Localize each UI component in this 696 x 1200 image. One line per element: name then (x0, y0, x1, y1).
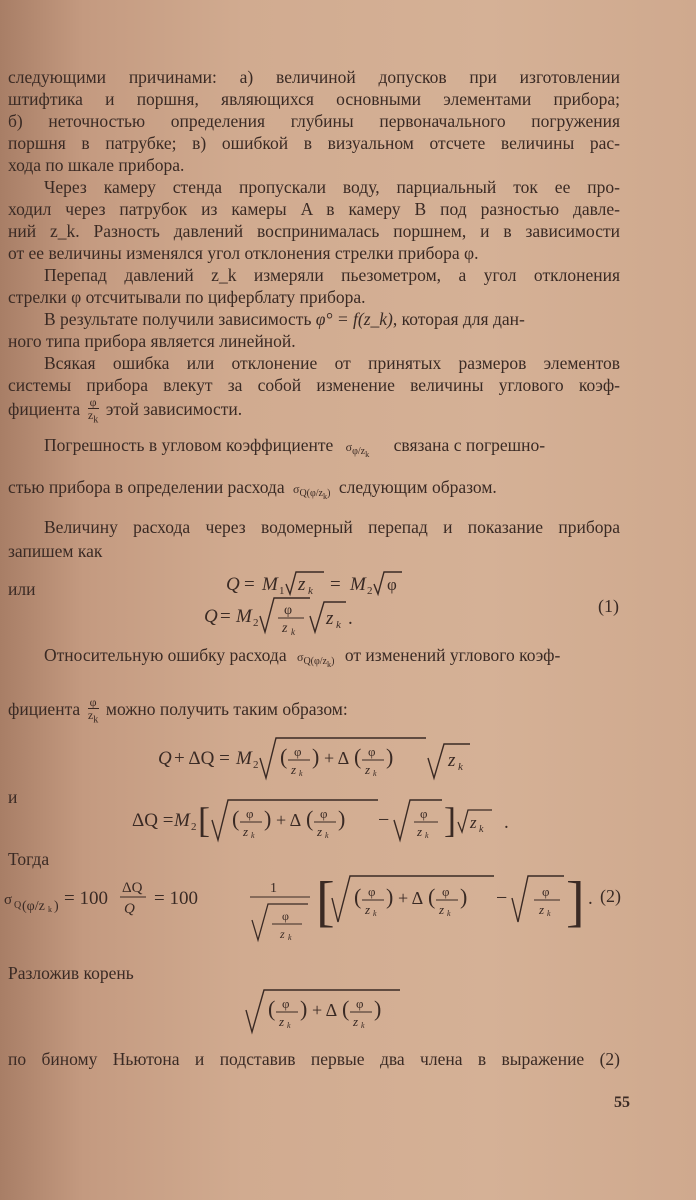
equation-number: (2) (600, 886, 621, 906)
svg-text:=: = (244, 574, 255, 595)
svg-text:k: k (479, 824, 484, 835)
svg-text:+ Δ: + Δ (276, 810, 302, 830)
svg-text:z: z (439, 902, 445, 917)
svg-text:φ: φ (356, 996, 364, 1011)
svg-text:): ) (264, 806, 272, 831)
svg-text:2: 2 (367, 585, 373, 597)
svg-text:k: k (287, 1021, 291, 1030)
svg-text:z: z (326, 608, 334, 629)
svg-text:): ) (386, 744, 394, 769)
svg-text:M: M (174, 810, 190, 831)
text-line (8, 644, 620, 676)
text-line: Через камеру стенда пропускали воду, парциальный ток ее про- (44, 177, 620, 197)
svg-text:M: M (236, 748, 252, 769)
svg-text:−: − (496, 887, 508, 909)
svg-text:[: [ (316, 871, 335, 933)
svg-text:ΔQ =: ΔQ = (132, 810, 174, 831)
svg-text:z: z (448, 750, 456, 771)
equation-number: (1) (598, 596, 619, 616)
fraction-phi-zk: $\frac{\varphi}{z_k}$ (87, 695, 99, 726)
text-line (8, 308, 620, 330)
svg-text:): ) (312, 744, 320, 769)
svg-text:): ) (54, 899, 59, 914)
equation-dq (132, 796, 532, 846)
text-fragment: Погрешность в угловом коэффициенте (44, 435, 334, 455)
svg-text:= 100: = 100 (154, 888, 198, 909)
svg-text:.: . (504, 812, 509, 833)
svg-text:M: M (236, 606, 252, 627)
svg-text:(φ/z: (φ/z (22, 899, 45, 914)
svg-text:z: z (539, 902, 545, 917)
svg-text:k: k (373, 909, 377, 918)
text-fragment: этой зависимости. (105, 399, 243, 420)
svg-text:): ) (460, 884, 468, 909)
svg-text:k: k (48, 905, 52, 914)
inline-formula: $\sigma_{\varphi/z_k}$ (345, 440, 370, 460)
text-fragment: стью прибора в определении расхода (8, 477, 285, 497)
svg-text:z: z (417, 824, 423, 839)
text-line: следующими причинами: а) величиной допусков при изготовлении (8, 67, 620, 87)
svg-text:2: 2 (253, 617, 259, 629)
svg-text:k: k (288, 933, 292, 942)
svg-text:−: − (378, 809, 390, 831)
svg-text:1: 1 (270, 881, 277, 896)
svg-text:): ) (386, 884, 394, 909)
svg-text:k: k (425, 831, 429, 840)
svg-text:k: k (336, 619, 341, 631)
svg-text:ΔQ: ΔQ (122, 880, 143, 896)
inline-formula: $\sigma_{Q(\varphi/z_k)}$ (296, 650, 335, 670)
svg-text:(: ( (428, 884, 436, 909)
svg-text:+ Δ: + Δ (398, 888, 424, 908)
text-line: штифтика и поршня, являющихся основными элементами прибора; (8, 89, 620, 109)
text-line: Всякая ошибка или отклонение от принятых размеров элементов (44, 353, 620, 373)
svg-text:Q: Q (204, 606, 218, 627)
text-line (8, 434, 620, 466)
svg-text:): ) (338, 806, 346, 831)
text-line: системы прибора влекут за собой изменение величины углового коэф- (8, 375, 620, 395)
text-line: ходил через патрубок из камеры A в камеру B под разностью давле- (8, 199, 620, 219)
svg-text:): ) (300, 996, 308, 1021)
svg-text:z: z (353, 1014, 359, 1029)
svg-text:φ: φ (442, 884, 450, 899)
svg-text:σ: σ (4, 892, 13, 908)
svg-text:z: z (279, 1014, 285, 1029)
svg-text:φ: φ (294, 744, 302, 759)
text-line: ний z_k. Разность давлений воспринималась поршнем, и в зависимости (8, 221, 620, 241)
svg-text:k: k (361, 1021, 365, 1030)
svg-text:φ: φ (282, 996, 290, 1011)
svg-text:Q: Q (226, 574, 240, 595)
svg-text:.: . (588, 888, 593, 909)
svg-text:k: k (299, 769, 303, 778)
svg-text:.: . (348, 608, 353, 629)
equation-1 (204, 594, 404, 642)
svg-text:(: ( (232, 806, 240, 831)
text-line: или (8, 579, 36, 599)
svg-text:Q: Q (158, 748, 172, 769)
text-line: поршня в патрубке; в) ошибкой в визуальном отсчете величины рас- (8, 133, 620, 153)
svg-text:k: k (251, 831, 255, 840)
svg-text:φ: φ (320, 806, 328, 821)
text-fragment: следующим образом. (338, 477, 497, 497)
svg-text:z: z (365, 762, 371, 777)
svg-text:+ ΔQ =: + ΔQ = (174, 748, 230, 769)
text-fragment: связана с погрешно- (393, 435, 546, 455)
svg-text:φ: φ (246, 806, 254, 821)
svg-text:(: ( (280, 744, 288, 769)
svg-text:2: 2 (191, 821, 197, 833)
text-line: хода по шкале прибора. (8, 155, 185, 175)
svg-text:k: k (325, 831, 329, 840)
equation-2 (4, 864, 604, 946)
text-line: ного типа прибора является линейной. (8, 331, 296, 351)
svg-text:k: k (373, 769, 377, 778)
svg-text:Q: Q (124, 901, 135, 917)
svg-text:(: ( (268, 996, 276, 1021)
text-line: запишем как (8, 541, 103, 561)
fraction-phi-zk: $\frac{\varphi}{z_k}$ (87, 395, 99, 426)
svg-text:Q: Q (14, 900, 22, 911)
svg-text:]: ] (566, 871, 585, 933)
text-line: Разложив корень (8, 963, 134, 983)
svg-text:φ: φ (387, 575, 397, 594)
equation-q-plus-dq (158, 734, 508, 784)
text-fragment: фициента (8, 699, 81, 720)
text-fragment: Относительную ошибку расхода (44, 645, 287, 665)
inline-formula: φ° = f(z_k) (315, 309, 393, 329)
text-line (8, 476, 620, 508)
text-line: Перепад давлений z_k измеряли пьезометром, а угол отклонения (44, 265, 620, 285)
svg-text:z: z (282, 621, 288, 636)
inline-formula: $\sigma_{Q(\varphi/z_k)}$ (292, 482, 331, 502)
svg-text:z: z (298, 574, 306, 595)
svg-text:φ: φ (368, 744, 376, 759)
text-line: Величину расхода через водомерный перепад и показание прибора (44, 517, 620, 537)
text-line: по биному Ньютона и подставив первые два члена в выражение (2) (8, 1049, 620, 1069)
text-line: б) неточностью определения глубины первоначального погружения (8, 111, 620, 131)
text-line: и (8, 787, 18, 807)
text-line (8, 396, 620, 426)
svg-text:(: ( (354, 884, 362, 909)
text-line: от ее величины изменялся угол отклонения стрелки прибора φ. (8, 243, 479, 263)
svg-text:z: z (291, 762, 297, 777)
svg-text:M: M (262, 574, 278, 595)
text-fragment: , которая для дан- (392, 309, 525, 329)
svg-text:φ: φ (542, 884, 550, 899)
text-fragment: от изменений углового коэф- (344, 645, 561, 665)
svg-text:(: ( (342, 996, 350, 1021)
svg-text:[: [ (198, 800, 210, 840)
svg-text:]: ] (444, 800, 456, 840)
svg-text:= 100: = 100 (64, 888, 108, 909)
svg-text:z: z (365, 902, 371, 917)
svg-text:φ: φ (284, 603, 293, 618)
svg-text:=: = (330, 574, 341, 595)
text-fragment: В результате получили зависимость (44, 309, 312, 329)
svg-text:k: k (547, 909, 551, 918)
svg-text:): ) (374, 996, 382, 1021)
equation-root (244, 984, 414, 1038)
text-fragment: фициента (8, 399, 81, 420)
svg-text:z: z (243, 824, 249, 839)
svg-text:(: ( (354, 744, 362, 769)
svg-text:φ: φ (282, 909, 289, 923)
svg-text:z: z (280, 927, 285, 941)
svg-text:+ Δ: + Δ (312, 1000, 338, 1020)
text-line: стрелки φ отсчитывали по циферблату прибора. (8, 287, 366, 307)
svg-text:φ: φ (368, 884, 376, 899)
svg-text:(: ( (306, 806, 314, 831)
text-line (8, 696, 620, 726)
text-line: Тогда (8, 849, 50, 869)
svg-text:2: 2 (253, 759, 259, 771)
svg-text:z: z (470, 813, 477, 832)
svg-text:+ Δ: + Δ (324, 748, 350, 768)
svg-text:k: k (308, 585, 313, 597)
svg-text:M: M (350, 574, 366, 595)
text-fragment: можно получить таким образом: (105, 699, 348, 720)
svg-text:=: = (220, 606, 231, 627)
svg-text:k: k (458, 761, 463, 773)
svg-text:z: z (317, 824, 323, 839)
svg-text:k: k (291, 627, 295, 637)
svg-text:1: 1 (279, 585, 285, 597)
svg-text:φ: φ (420, 806, 428, 821)
page-number: 55 (614, 1094, 630, 1111)
svg-text:k: k (447, 909, 451, 918)
